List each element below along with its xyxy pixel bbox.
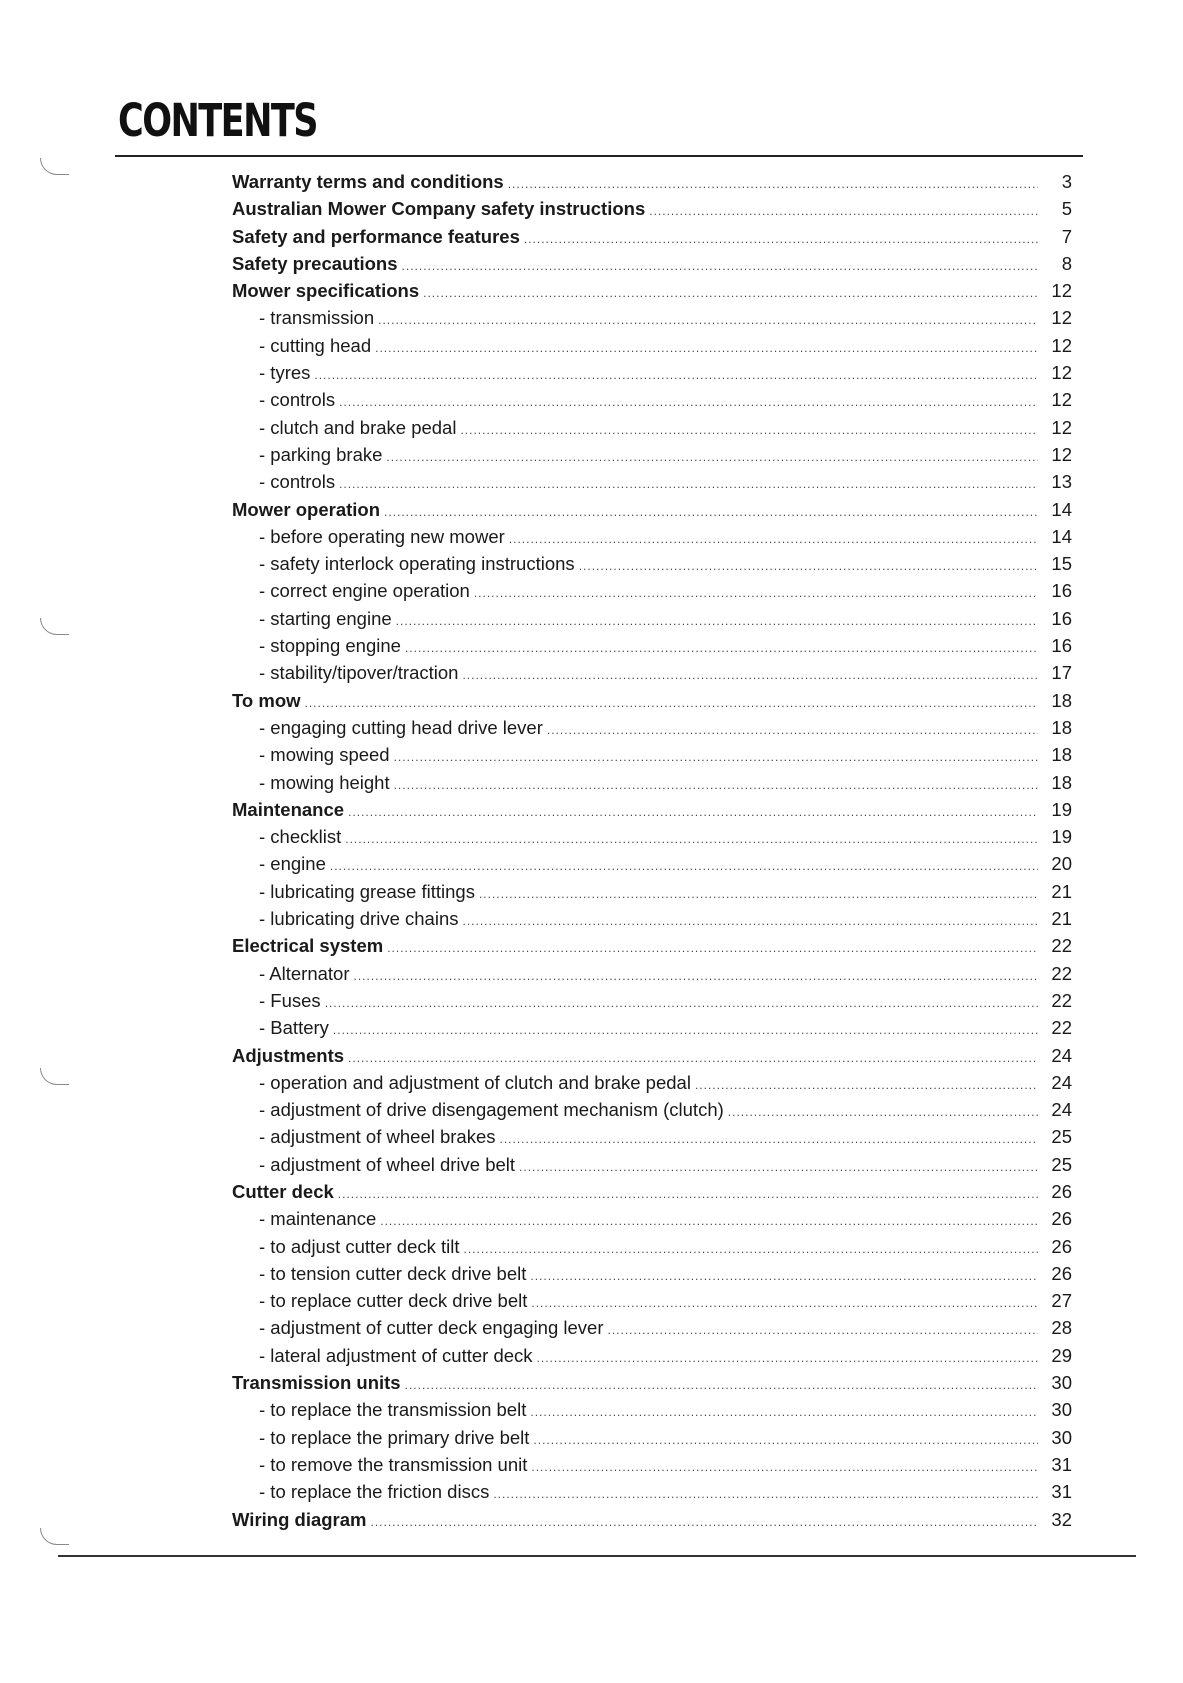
- footer-rule: [58, 1555, 1136, 1557]
- dot-leader: [348, 799, 1038, 826]
- toc-subsection-entry: [232, 905, 1072, 932]
- binder-hole-mark: [40, 158, 69, 175]
- toc-page-number: 15: [1051, 553, 1072, 575]
- toc-entry-title: Mower operation: [232, 498, 381, 520]
- toc-section-entry: [232, 223, 1072, 250]
- dot-leader: [462, 908, 1038, 935]
- dot-leader: [380, 1208, 1038, 1235]
- toc-entry-title: - Fuses: [259, 989, 321, 1011]
- toc-entry-title: Wiring diagram: [232, 1508, 367, 1530]
- toc-entry-title: - controls: [259, 471, 336, 493]
- toc-subsection-entry: [232, 714, 1072, 741]
- toc-page-number: 22: [1051, 962, 1072, 984]
- toc-subsection-entry: [232, 1233, 1072, 1260]
- toc-section-entry: [232, 687, 1072, 714]
- toc-entry-title: - engaging cutting head drive lever: [259, 716, 543, 738]
- toc-entry-title: Electrical system: [232, 935, 384, 957]
- toc-subsection-entry: [232, 1342, 1072, 1369]
- toc-page-number: 8: [1061, 252, 1072, 274]
- page-title: CONTENTS: [118, 94, 318, 147]
- toc-entry-title: - controls: [259, 389, 336, 411]
- toc-subsection-entry: [232, 441, 1072, 468]
- dot-leader: [500, 1126, 1038, 1153]
- dot-leader: [345, 826, 1038, 853]
- binder-hole-mark: [40, 1528, 69, 1545]
- toc-section-entry: [232, 1506, 1072, 1533]
- toc-page-number: 30: [1051, 1426, 1072, 1448]
- toc-subsection-entry: [232, 304, 1072, 331]
- dot-leader: [460, 417, 1038, 444]
- toc-page-number: 26: [1051, 1235, 1072, 1257]
- toc-page-number: 12: [1051, 416, 1072, 438]
- dot-leader: [695, 1072, 1038, 1099]
- toc-page-number: 12: [1051, 334, 1072, 356]
- toc-subsection-entry: [232, 741, 1072, 768]
- dot-leader: [354, 963, 1039, 990]
- toc-entry-title: - to tension cutter deck drive belt: [259, 1262, 527, 1284]
- toc-page-number: 3: [1061, 171, 1072, 192]
- toc-entry-title: - operation and adjustment of clutch and brake pedal: [259, 1071, 691, 1093]
- dot-leader: [387, 935, 1038, 962]
- toc-entry-title: - tyres: [259, 362, 311, 384]
- toc-page-number: 16: [1051, 580, 1072, 602]
- toc-entry-title: - lateral adjustment of cutter deck: [259, 1344, 533, 1366]
- dot-leader: [423, 280, 1038, 307]
- dot-leader: [371, 1509, 1039, 1536]
- toc-subsection-entry: [232, 823, 1072, 850]
- toc-section-entry: [232, 195, 1072, 222]
- dot-leader: [378, 307, 1038, 334]
- toc-entry-title: - adjustment of drive disengagement mechanism (clutch): [259, 1099, 724, 1121]
- toc-page-number: 30: [1051, 1399, 1072, 1421]
- dot-leader: [339, 389, 1038, 416]
- toc-subsection-entry: [232, 632, 1072, 659]
- toc-subsection-entry: [232, 523, 1072, 550]
- toc-section-entry: [232, 168, 1072, 195]
- toc-entry-title: - before operating new mower: [259, 525, 505, 547]
- dot-leader: [649, 198, 1038, 225]
- toc-page-number: 25: [1051, 1126, 1072, 1148]
- toc-subsection-entry: [232, 1069, 1072, 1096]
- toc-page-number: 19: [1051, 826, 1072, 848]
- toc-section-entry: [232, 1369, 1072, 1396]
- dot-leader: [531, 1290, 1038, 1317]
- toc-subsection-entry: [232, 605, 1072, 632]
- toc-page-number: 25: [1051, 1153, 1072, 1175]
- dot-leader: [464, 1236, 1038, 1263]
- toc-page-number: 24: [1051, 1044, 1072, 1066]
- dot-leader: [314, 362, 1038, 389]
- dot-leader: [394, 772, 1038, 799]
- dot-leader: [530, 1263, 1038, 1290]
- toc-subsection-entry: [232, 769, 1072, 796]
- toc-entry-title: Cutter deck: [232, 1180, 334, 1202]
- toc-entry-title: - lubricating grease fittings: [259, 880, 475, 902]
- toc-entry-title: - stability/tipover/traction: [259, 662, 459, 684]
- dot-leader: [402, 253, 1038, 280]
- toc-subsection-entry: [232, 1260, 1072, 1287]
- toc-entry-title: - Alternator: [259, 962, 350, 984]
- toc-subsection-entry: [232, 987, 1072, 1014]
- dot-leader: [325, 990, 1038, 1017]
- toc-section-entry: [232, 496, 1072, 523]
- dot-leader: [405, 635, 1038, 662]
- toc-entry-title: - to replace the friction discs: [259, 1481, 490, 1503]
- toc-page-number: 12: [1051, 443, 1072, 465]
- toc-page-number: 22: [1051, 1017, 1072, 1039]
- toc-entry-title: - mowing speed: [259, 744, 390, 766]
- toc-subsection-entry: [232, 1014, 1072, 1041]
- toc-page-number: 14: [1051, 498, 1072, 520]
- toc-entry-title: - to remove the transmission unit: [259, 1453, 528, 1475]
- toc-page-number: 12: [1051, 389, 1072, 411]
- dot-leader: [396, 608, 1038, 635]
- toc-page-number: 18: [1051, 744, 1072, 766]
- dot-leader: [338, 1181, 1038, 1208]
- toc-page-number: 22: [1051, 935, 1072, 957]
- toc-page-number: 12: [1051, 307, 1072, 329]
- toc-entry-title: Adjustments: [232, 1044, 345, 1066]
- dot-leader: [462, 662, 1038, 689]
- binder-hole-mark: [40, 1068, 69, 1085]
- toc-entry-title: - lubricating drive chains: [259, 908, 459, 930]
- table-of-contents: [232, 168, 1072, 1533]
- dot-leader: [547, 717, 1038, 744]
- dot-leader: [728, 1099, 1038, 1126]
- binder-hole-mark: [40, 618, 69, 635]
- dot-leader: [405, 1372, 1038, 1399]
- toc-subsection-entry: [232, 878, 1072, 905]
- toc-subsection-entry: [232, 386, 1072, 413]
- toc-entry-title: - to replace the primary drive belt: [259, 1426, 530, 1448]
- toc-entry-title: - cutting head: [259, 334, 372, 356]
- toc-page-number: 18: [1051, 716, 1072, 738]
- dot-leader: [348, 1045, 1038, 1072]
- toc-entry-title: - adjustment of wheel brakes: [259, 1126, 496, 1148]
- toc-entry-title: - Battery: [259, 1017, 329, 1039]
- toc-page-number: 26: [1051, 1262, 1072, 1284]
- dot-leader: [339, 471, 1038, 498]
- toc-section-entry: [232, 1178, 1072, 1205]
- dot-leader: [479, 881, 1038, 908]
- toc-subsection-entry: [232, 332, 1072, 359]
- dot-leader: [579, 553, 1038, 580]
- dot-leader: [508, 171, 1038, 198]
- toc-entry-title: Maintenance: [232, 798, 345, 820]
- toc-entry-title: Safety precautions: [232, 252, 398, 274]
- toc-page-number: 21: [1051, 880, 1072, 902]
- toc-page-number: 12: [1051, 362, 1072, 384]
- dot-leader: [394, 744, 1038, 771]
- toc-entry-title: - correct engine operation: [259, 580, 470, 602]
- toc-entry-title: Mower specifications: [232, 280, 420, 302]
- toc-entry-title: - adjustment of cutter deck engaging lever: [259, 1317, 604, 1339]
- toc-entry-title: - maintenance: [259, 1208, 377, 1230]
- toc-subsection-entry: [232, 1287, 1072, 1314]
- dot-leader: [519, 1154, 1038, 1181]
- toc-page-number: 26: [1051, 1208, 1072, 1230]
- dot-leader: [474, 580, 1038, 607]
- dot-leader: [330, 853, 1038, 880]
- toc-entry-title: - starting engine: [259, 607, 392, 629]
- toc-subsection-entry: [232, 1396, 1072, 1423]
- toc-subsection-entry: [232, 1151, 1072, 1178]
- heading-rule: [115, 155, 1083, 157]
- toc-entry-title: - mowing height: [259, 771, 390, 793]
- dot-leader: [530, 1399, 1038, 1426]
- dot-leader: [384, 499, 1038, 526]
- toc-subsection-entry: [232, 1096, 1072, 1123]
- toc-page-number: 17: [1051, 662, 1072, 684]
- dot-leader: [537, 1345, 1038, 1372]
- toc-subsection-entry: [232, 1424, 1072, 1451]
- toc-page-number: 28: [1051, 1317, 1072, 1339]
- toc-entry-title: - engine: [259, 853, 326, 875]
- toc-section-entry: [232, 932, 1072, 959]
- toc-subsection-entry: [232, 1205, 1072, 1232]
- toc-entry-title: - to replace cutter deck drive belt: [259, 1290, 528, 1312]
- dot-leader: [524, 226, 1038, 253]
- toc-page-number: 22: [1051, 989, 1072, 1011]
- dot-leader: [533, 1427, 1038, 1454]
- toc-subsection-entry: [232, 960, 1072, 987]
- toc-entry-title: - transmission: [259, 307, 375, 329]
- toc-page-number: 19: [1051, 798, 1072, 820]
- toc-section-entry: [232, 1042, 1072, 1069]
- toc-page-number: 32: [1051, 1508, 1072, 1530]
- toc-entry-title: Transmission units: [232, 1372, 401, 1394]
- toc-page-number: 20: [1051, 853, 1072, 875]
- toc-page-number: 24: [1051, 1071, 1072, 1093]
- toc-entry-title: To mow: [232, 689, 301, 711]
- toc-entry-title: - adjustment of wheel drive belt: [259, 1153, 516, 1175]
- dot-leader: [509, 526, 1038, 553]
- toc-entry-title: - to adjust cutter deck tilt: [259, 1235, 460, 1257]
- toc-page-number: 26: [1051, 1180, 1072, 1202]
- toc-subsection-entry: [232, 850, 1072, 877]
- toc-page-number: 14: [1051, 525, 1072, 547]
- toc-entry-title: - checklist: [259, 826, 342, 848]
- toc-subsection-entry: [232, 577, 1072, 604]
- toc-page-number: 29: [1051, 1344, 1072, 1366]
- toc-section-entry: [232, 250, 1072, 277]
- toc-page-number: 31: [1051, 1453, 1072, 1475]
- dot-leader: [305, 690, 1038, 717]
- toc-page-number: 16: [1051, 635, 1072, 657]
- toc-subsection-entry: [232, 1314, 1072, 1341]
- toc-entry-title: Safety and performance features: [232, 225, 520, 247]
- toc-page-number: 5: [1061, 198, 1072, 220]
- toc-subsection-entry: [232, 659, 1072, 686]
- toc-entry-title: - parking brake: [259, 443, 383, 465]
- toc-entry-title: - clutch and brake pedal: [259, 416, 457, 438]
- toc-subsection-entry: [232, 468, 1072, 495]
- toc-page-number: 18: [1051, 689, 1072, 711]
- dot-leader: [608, 1317, 1039, 1344]
- dot-leader: [375, 335, 1038, 362]
- toc-page-number: 7: [1061, 225, 1072, 247]
- toc-entry-title: - to replace the transmission belt: [259, 1399, 527, 1421]
- toc-subsection-entry: [232, 1478, 1072, 1505]
- toc-page-number: 21: [1051, 908, 1072, 930]
- toc-entry-title: Warranty terms and conditions: [232, 171, 504, 192]
- toc-entry-title: - safety interlock operating instructions: [259, 553, 575, 575]
- toc-subsection-entry: [232, 1451, 1072, 1478]
- toc-subsection-entry: [232, 550, 1072, 577]
- toc-entry-title: Australian Mower Company safety instructions: [232, 198, 646, 220]
- toc-page-number: 16: [1051, 607, 1072, 629]
- toc-entry-title: - stopping engine: [259, 635, 401, 657]
- toc-page-number: 27: [1051, 1290, 1072, 1312]
- toc-page-number: 24: [1051, 1099, 1072, 1121]
- toc-page-number: 18: [1051, 771, 1072, 793]
- toc-subsection-entry: [232, 414, 1072, 441]
- toc-page-number: 30: [1051, 1372, 1072, 1394]
- toc-subsection-entry: [232, 1123, 1072, 1150]
- dot-leader: [493, 1481, 1038, 1508]
- toc-page-number: 12: [1051, 280, 1072, 302]
- toc-page-number: 31: [1051, 1481, 1072, 1503]
- toc-section-entry: [232, 796, 1072, 823]
- toc-section-entry: [232, 277, 1072, 304]
- toc-subsection-entry: [232, 359, 1072, 386]
- dot-leader: [333, 1017, 1038, 1044]
- dot-leader: [386, 444, 1038, 471]
- toc-page-number: 13: [1051, 471, 1072, 493]
- dot-leader: [531, 1454, 1038, 1481]
